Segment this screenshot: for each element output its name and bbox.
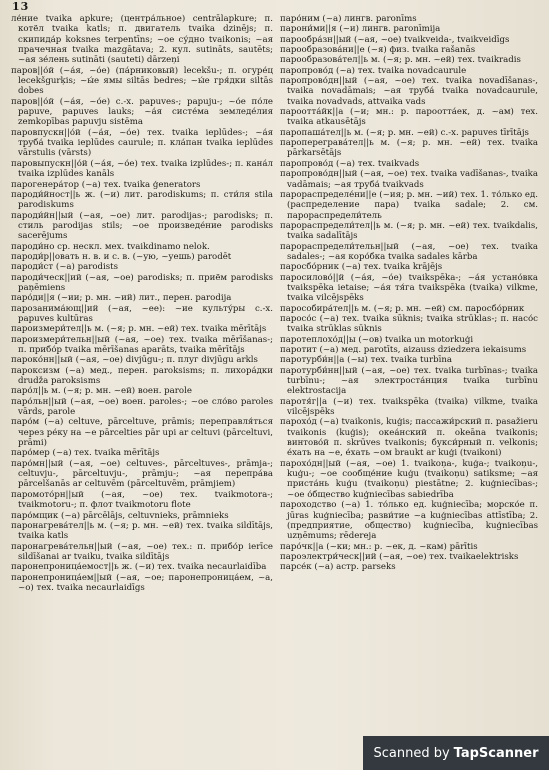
dictionary-entry: пароди́йн||ый (~ая, ~ое) лит. parodijas-; parodisks; п. стиль parodijas stils; ~ое произведе́ние parodisks sacerējums: [11, 210, 273, 242]
dictionary-entry: парораспредели́тельн||ый (~ая, ~ое) тех. tvaika sadales-; ~ая коро́бка tvaika sadales kārba: [280, 241, 538, 262]
dictionary-entry: парони́ми||я (~и) лингв. paronīmija: [280, 24, 441, 35]
dictionary-entry: парохо́д (~а) tvaikonis, kuģis; пассажи́рский п. pasažieru tvaikonis (kuģis); океа́нский п. okeāna tvaikonis; винтово́й п. skrūves tvaikonis; букси́рный п. velkonis; е́хать на ~е, е́хать ~ом braukt ar kuģi (tvaikoni): [280, 417, 538, 459]
dictionary-entry: пароизмери́тельн||ый (~ая, ~ое) тех. tvaika mērīšanas-; п. прибо́р tvaika mērīšanas aparāts, tvaika mērītājs: [11, 334, 273, 355]
dictionary-entry: паровыпускн||о́й (~а́я, ~о́е) тех. tvaika izplūdes-; п. кана́л tvaika izplūdes kanāls: [11, 158, 273, 180]
dictionary-entry: парообра́зн||ый (~ая, ~ое) tvaikveida-, tvaikveidīgs: [280, 34, 510, 45]
dictionary-entry: паронепроница́емост||ь ж. (~и) тех. tvaika necaurlaidība: [11, 562, 267, 573]
dictionary-entry: паросбо́рник (~а) тех. tvaika krājējs: [280, 262, 443, 273]
dictionary-entry: паропрово́дн||ый (~ая, ~ое) тех. tvaika vadīšanas-, tvaika vadāmais; ~ая труба́ tvaikvads: [280, 169, 538, 190]
dictionary-entry: пароэлектри́ческ||ий (~ая, ~ое) тех. tvaikaelektrisks: [280, 551, 519, 562]
dictionary-entry: паропаша́тел||ь м. (~я; р. мн. ~ей) с.-х. papuves tīrītājs: [280, 127, 529, 138]
dictionary-entry: пароди́но ср. нескл. мех. tvaikdinamo nelok.: [11, 241, 210, 252]
dictionary-entry: паротурби́н||а (~ы) тех. tvaika turbīna: [280, 355, 452, 366]
dictionary-entry: ле́ние tvaika apkure; (центра́льное) centrālapkure; п. котёл tvaika katls; п. двигатель tvaika dzinējs; п. скипида́р koksnes terpentīns; ~ое су́дно tvaikonis; ~ая прачечная tvaika mazgātava; 2. кул. sutināts, sautēts; ~ая зе́лень sutināti (sauteti) dārzeņi: [11, 14, 273, 66]
page-number: 13: [12, 0, 30, 13]
dictionary-entry: паропрово́дн||ый (~ая, ~ое) тех. tvaika novadīšanas-, tvaika novadāmais; ~ая труба́ tvaika novadcaurule, tvaika novadvads, attvaika vads: [280, 76, 538, 107]
dictionary-entry: паро́м (~а) celtuve, pārceltuve, prāmis; переправля́ться через ре́ку на ~е pārcelties pār upi ar celtuvi (pārceltuvi, prāmi): [11, 417, 273, 449]
dictionary-entry: парообразова́ни||е (~я) физ. tvaika rašanās: [280, 45, 476, 56]
dictionary-entry: паро́мн||ый (~ая, ~ое) celtuves-, pārceltuves-, prāmja-; celtuvju-, pārceltuvju-, prāmju-; ~ая перепра́ва pārcelšanās ar celtuvēm (pārceltuvēm, prāmjiem): [11, 458, 273, 490]
dictionary-entry: пароходство (~а) 1. то́лько ед. kuģniecība; морско́е п. jūras kuģniecība; разви́тие ~а kuģniecības attīstība; 2. (предприятие, общество) kuģniecība, kuģniecības uzņēmums; rēdereja: [280, 500, 538, 542]
left-column: [11, 14, 273, 593]
dictionary-entry: паросо́с (~а) тех. tvaika sūknis; tvaika strūklas-; п. насо́с tvaika strūklas sūknis: [280, 313, 538, 335]
dictionary-entry: паронагрева́тельн||ый (~ая, ~ое) тех.: п. прибо́р ierīce sildīšanai ar tvaiku, tvaika sildītājs: [11, 541, 273, 562]
dictionary-entry: парохо́дн||ый (~ая, ~ое) 1. tvaikoņa-, kuģa-; tvaikoņu-, kuģu-; ~ое сообще́ние kuģu (tvaikoņu) satiksme; ~ая приста́нь kuģu (tvaikoņu) piestātne; 2. kuģniecības-; ~ое о́бщество kuģniecības sabiedrība: [280, 458, 538, 500]
dictionary-entry: пароизмери́тел||ь м. (~я; р. мн. ~ей) тех. tvaika mērītājs: [11, 324, 267, 335]
dictionary-entry: паровпускн||о́й (~а́я, ~о́е) тех. tvaika ieplūdes-; ~а́я труба́ tvaika ieplūdes caurule; п. кла́пан tvaika ieplūdes vārstulis (vārsts): [11, 127, 273, 159]
dictionary-entry: паро́чк||а (~ки; мн.: р. ~ек, д. ~кам) pārītis: [280, 541, 478, 552]
dictionary-entry: пароди́йност||ь ж. (~и) лит. parodiskums; п. сти́ля stila parodiskums: [11, 189, 273, 211]
dictionary-entry: паропрово́д (~а) тех. tvaika novadcaurule: [280, 65, 467, 76]
dictionary-entry: паронагрева́тел||ь м. (~я; р. мн. ~ей) тех. tvaika sildītājs, tvaika katls: [11, 520, 273, 542]
dictionary-entry: парозанима́ющ||ий (~ая, ~ее): ~ие культу́ры с.-х. papuves kultūras: [11, 303, 273, 324]
dictionary-entry: паронепроница́ем||ый (~ая, ~ое; паронепроница́ем, ~а, ~о) тех. tvaika necaurlaidīgs: [11, 572, 273, 593]
dictionary-entry: паромото́рн||ый (~ая, ~ое) тех. tvaikmotora-; tvaikmotoru-; п. флот tvaikmotoru flote: [11, 489, 273, 511]
dictionary-entry: паротит (~а) мед. parotīts, aizauss dziedzera iekaisums: [280, 345, 527, 355]
watermark-prefix: Scanned by: [373, 745, 450, 761]
dictionary-entry: паро́мер (~а) тех. tvaika mērītājs: [11, 448, 160, 459]
dictionary-entry: паропереграва́тел||ь м. (~я; р. мн. ~ей) тех. tvaika pārkarsētājs: [280, 138, 538, 159]
dictionary-entry: паро́мщик (~а) pārcēlājs, celtuvnieks, prāmnieks: [11, 510, 229, 521]
dictionary-entry: парсе́к (~а) астр. parseks: [280, 562, 396, 573]
dictionary-entry: парогенера́тор (~а) тех. tvaika ģenerators: [11, 179, 201, 190]
watermark-brand: TapScanner: [453, 745, 539, 761]
dictionary-entry: парораспределе́ни||е (~ия; р. мн. ~ий) тех. 1. то́лько ед. (распределение пара) tvaika sadale; 2. см. парораспредели́тель: [280, 189, 538, 221]
dictionary-entry: паро́л||ь м. (~я; р. мн. ~ей) воен. parole: [11, 386, 192, 397]
dictionary-entry: пароко́нн||ый (~ая, ~ое) divjūgu-; п. плуг divjūgu arkls: [11, 355, 258, 366]
dictionary-entry: паров||о́й (~а́я, ~о́е) с.-х. papuves-; papuju-; ~о́е по́ле papuve, papuves lauks; ~а́я систе́ма земледе́лия zemkopības papuvju sistēma: [11, 96, 273, 128]
dictionary-entry: паротурби́нн||ый (~ая, ~ое) тех. tvaika turbīnas-; tvaika turbīnu-; ~ая электроста́нция tvaika turbīnu elektrostacija: [280, 365, 538, 397]
dictionary-entry: паротеплохо́д||ы (~ов) tvaika un motorkuģi: [280, 334, 474, 345]
dictionary-entry: паров||о́й (~а́я, ~о́е) (па́рниковый) lecekšu-; п. огуре́ц lecekšgurķis; ~ы́е ямы siltās bedres; ~ы́е гря́дки siltās dobes: [11, 65, 273, 97]
dictionary-entry: паропрово́д (~а) тех. tvaikvads: [280, 158, 420, 169]
dictionary-entry: паросилово́||й (~а́я, ~о́е) tvaikspēka-; ~а́я устано́вка tvaikspēka ietaise; ~а́я тя́га tvaikspēka (tvaika) vilkme, tvaika vilcējspēks: [280, 272, 538, 304]
dictionary-entry: пароди́р||овать н. в. и с. в. (~ую, ~уешь) parodēt: [11, 251, 232, 262]
dictionary-entry: паро́льн||ый (~ая, ~ое) воен. paroles-; ~ое сло́во paroles vārds, parole: [11, 396, 273, 418]
right-column: [280, 14, 538, 573]
dictionary-entry: парораспредели́тел||ь м. (~я; р. мн. ~ей) тех. tvaikdalis, tvaika sadalītājs: [280, 220, 538, 242]
dictionary-entry: парообразова́тел||ь м. (~я; р. мн. ~ей) тех. tvaikradis: [280, 55, 521, 66]
dictionary-entry: паро́ним (~а) лингв. paronīms: [280, 14, 417, 24]
dictionary-entry: пароотта́йк||а (~и; мн.: р. пароотта́ек, д. ~ам) тех. tvaika atkausētājs: [280, 107, 538, 128]
dictionary-entry: паротя́г||а (~и) тех. tvaikspēka (tvaika) vilkme, tvaika vilcējspēks: [280, 396, 538, 418]
dictionary-entry: пароксизм (~а) мед., перен. paroksisms; п. лихора́дки drudža paroksisms: [11, 365, 273, 387]
dictionary-entry: пароди́ческ||ий (~ая, ~ое) parodisks; п. приём parodisks paņēmiens: [11, 272, 273, 293]
scanner-watermark: [363, 736, 549, 770]
dictionary-entry: пароди́ст (~а) parodists: [11, 262, 119, 273]
dictionary-entry: паро́ди||я (~ии; р. мн. ~ий) лит., перен. parodija: [11, 293, 232, 304]
dictionary-entry: парособира́тел||ь м. (~я; р. мн. ~ей) см. паросбо́рник: [280, 303, 525, 314]
